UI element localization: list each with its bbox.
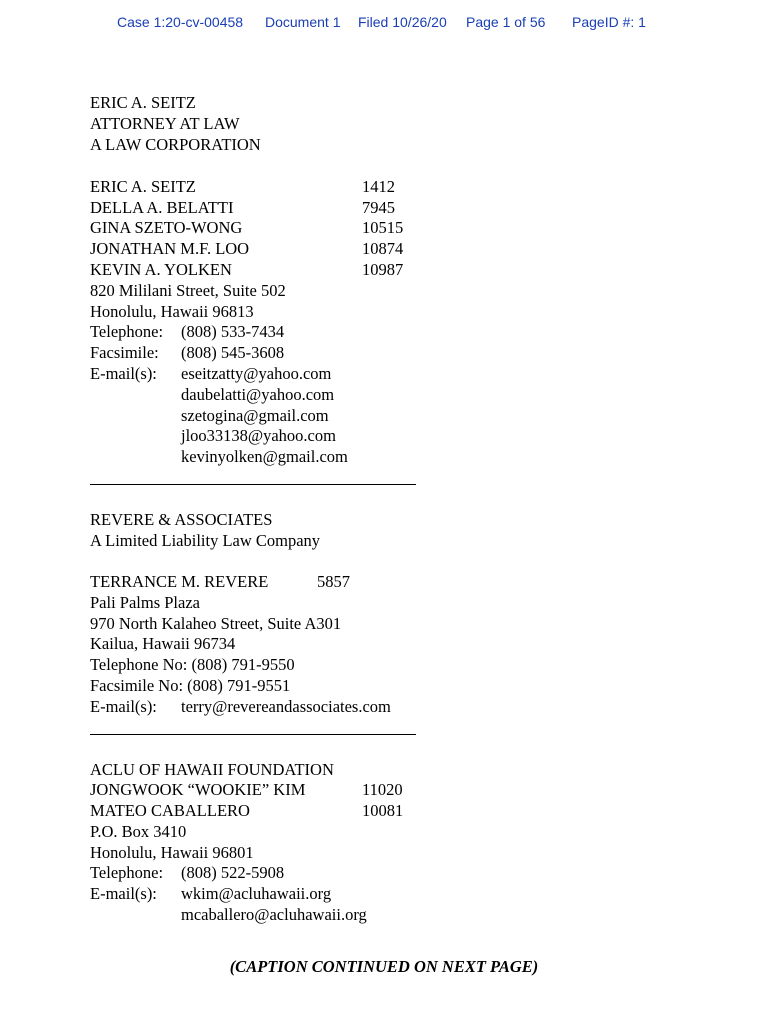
email-address: mcaballero@acluhawaii.org [181, 905, 367, 924]
address-line: Pali Palms Plaza [90, 593, 200, 612]
email-label: E-mail(s): [90, 884, 157, 903]
attorney-name: GINA SZETO-WONG [90, 218, 243, 237]
bar-number: 10081 [362, 801, 404, 820]
telephone-value: (808) 522-5908 [181, 863, 285, 882]
document-number: Document 1 [265, 14, 341, 30]
bar-number: 10874 [362, 239, 404, 258]
firm-subtitle: A Limited Liability Law Company [90, 531, 321, 550]
telephone-label: Telephone: [90, 322, 164, 341]
page-number: Page 1 of 56 [466, 14, 546, 30]
caption-continued-note [0, 957, 770, 977]
email-address: terry@revereandassociates.com [181, 697, 391, 716]
case-number: Case 1:20-cv-00458 [117, 14, 244, 30]
page-id: PageID #: 1 [572, 14, 646, 30]
email-address: szetogina@gmail.com [181, 406, 329, 425]
bar-number: 1412 [362, 177, 395, 196]
address-line: 970 North Kalaheo Street, Suite A301 [90, 614, 342, 633]
telephone-label: Telephone: [90, 863, 164, 882]
address-line: Honolulu, Hawaii 96813 [90, 302, 254, 321]
telephone-line: Telephone No: (808) 791-9550 [90, 655, 295, 674]
address-line: 820 Mililani Street, Suite 502 [90, 281, 286, 300]
attorney-name: KEVIN A. YOLKEN [90, 260, 232, 279]
firm-subtitle: A LAW CORPORATION [90, 135, 261, 154]
attorney-name: JONGWOOK “WOOKIE” KIM [90, 780, 306, 799]
email-address: daubelatti@yahoo.com [181, 385, 335, 404]
bar-number: 7945 [362, 198, 395, 217]
filed-date: Filed 10/26/20 [358, 14, 447, 30]
address-line: Honolulu, Hawaii 96801 [90, 843, 254, 862]
firm-name: ERIC A. SEITZ [90, 93, 196, 112]
email-label: E-mail(s): [90, 697, 157, 716]
telephone-value: (808) 533-7434 [181, 322, 285, 341]
firm-name: ACLU OF HAWAII FOUNDATION [90, 760, 334, 779]
facsimile-label: Facsimile: [90, 343, 159, 362]
email-address: jloo33138@yahoo.com [181, 426, 336, 445]
firm-subtitle: ATTORNEY AT LAW [90, 114, 240, 133]
bar-number: 5857 [317, 572, 350, 591]
separator-rule [90, 734, 416, 735]
bar-number: 10515 [362, 218, 404, 237]
attorney-name: TERRANCE M. REVERE [90, 572, 269, 591]
separator-rule [90, 484, 416, 485]
attorney-name: DELLA A. BELATTI [90, 198, 234, 217]
email-label: E-mail(s): [90, 364, 157, 383]
attorney-name: ERIC A. SEITZ [90, 177, 196, 196]
email-address: kevinyolken@gmail.com [181, 447, 348, 466]
bar-number: 11020 [362, 780, 403, 799]
facsimile-line: Facsimile No: (808) 791-9551 [90, 676, 291, 695]
caption-continued-text: (CAPTION CONTINUED ON NEXT PAGE) [229, 957, 539, 976]
attorney-name: JONATHAN M.F. LOO [90, 239, 250, 258]
firm-name: REVERE & ASSOCIATES [90, 510, 273, 529]
bar-number: 10987 [362, 260, 404, 279]
address-line: P.O. Box 3410 [90, 822, 187, 841]
attorney-name: MATEO CABALLERO [90, 801, 250, 820]
email-address: eseitzatty@yahoo.com [181, 364, 332, 383]
facsimile-value: (808) 545-3608 [181, 343, 285, 362]
email-address: wkim@acluhawaii.org [181, 884, 332, 903]
address-line: Kailua, Hawaii 96734 [90, 634, 236, 653]
